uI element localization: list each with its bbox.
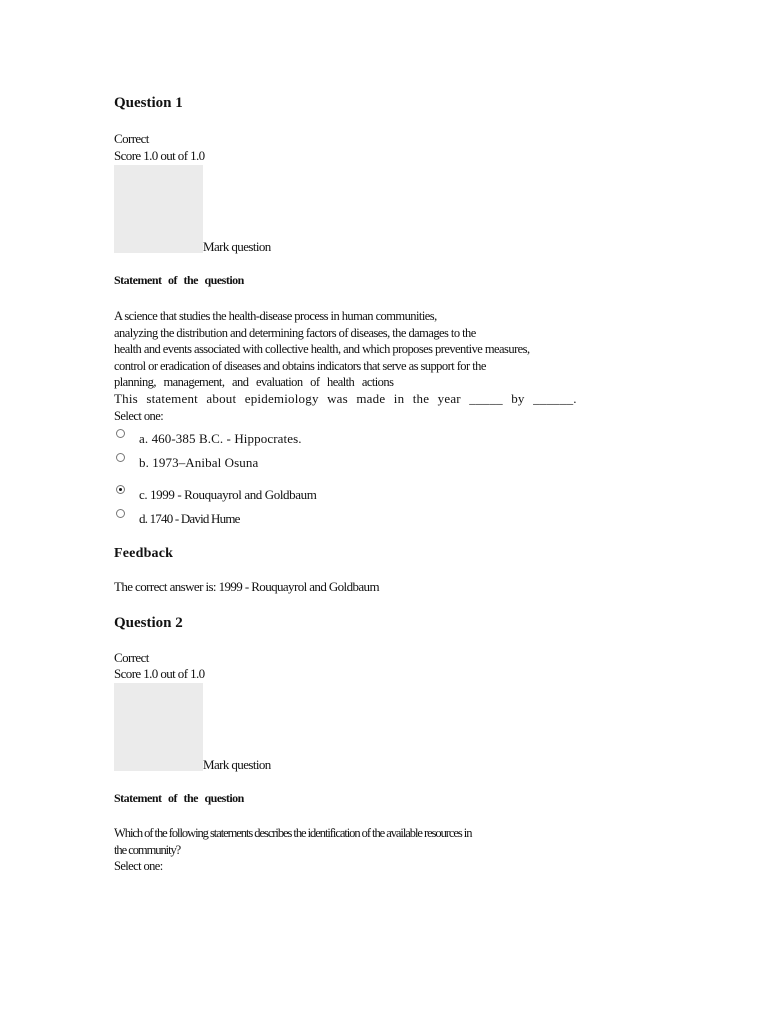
question-1-status: Correct <box>114 131 149 146</box>
question-1-text-line: analyzing the distribution and determining factors of diseases, the damages to the <box>114 325 476 340</box>
question-1-statement-heading: Statement of the question <box>114 273 244 287</box>
question-2-mark-link[interactable]: Mark question <box>203 757 271 772</box>
option-a-label: a. 460-385 B.C. - Hippocrates. <box>139 431 302 446</box>
question-1-prompt: This statement about epidemiology was made in the year _____ by ______. <box>114 390 577 406</box>
question-2-select-one: Select one: <box>114 859 163 874</box>
question-2-status: Correct <box>114 650 149 665</box>
question-2-statement-heading: Statement of the question <box>114 791 244 805</box>
question-2-text <box>114 825 584 875</box>
radio-unchecked-icon[interactable] <box>116 429 125 438</box>
question-1-mark-link[interactable]: Mark question <box>203 239 271 254</box>
option-c-label: c. 1999 - Rouquayrol and Goldbaum <box>139 487 317 502</box>
radio-unchecked-icon[interactable] <box>116 509 125 518</box>
option-d-label: d. 1740 - David Hume <box>139 511 240 526</box>
flag-icon[interactable] <box>114 683 203 771</box>
question-1-text-line: planning, management, and evaluation of health actions <box>114 375 394 390</box>
question-1-text-line: health and events associated with collective health, and which proposes preventive measures, <box>114 342 530 357</box>
question-1-text <box>114 308 584 424</box>
question-1-score: Score 1.0 out of 1.0 <box>114 148 205 163</box>
question-2-text-line: Which of the following statements describes the identification of the available resources in <box>114 826 472 840</box>
option-b-label: b. 1973–Anibal Osuna <box>139 455 259 470</box>
question-1-text-line: control or eradication of diseases and obtains indicators that serve as support for the <box>114 358 486 373</box>
question-1-text-line: A science that studies the health-disease process in human communities, <box>114 309 437 323</box>
question-1-feedback-heading: Feedback <box>114 546 174 561</box>
radio-unchecked-icon[interactable] <box>116 453 125 462</box>
radio-checked-icon[interactable] <box>116 485 125 494</box>
question-1-option-c[interactable] <box>116 487 316 503</box>
question-1-select-one: Select one: <box>114 408 164 423</box>
flag-icon[interactable] <box>114 165 203 253</box>
question-2-title: Question 2 <box>114 615 183 631</box>
question-1-option-b[interactable] <box>116 455 258 471</box>
question-1-feedback-text: The correct answer is: 1999 - Rouquayrol and Goldbaum <box>114 579 379 594</box>
question-1-title: Question 1 <box>114 95 183 111</box>
question-2-text-line: the community? <box>114 842 181 857</box>
question-2-score: Score 1.0 out of 1.0 <box>114 666 205 681</box>
question-1-option-a[interactable] <box>116 431 302 447</box>
question-1-option-d[interactable] <box>116 511 240 527</box>
